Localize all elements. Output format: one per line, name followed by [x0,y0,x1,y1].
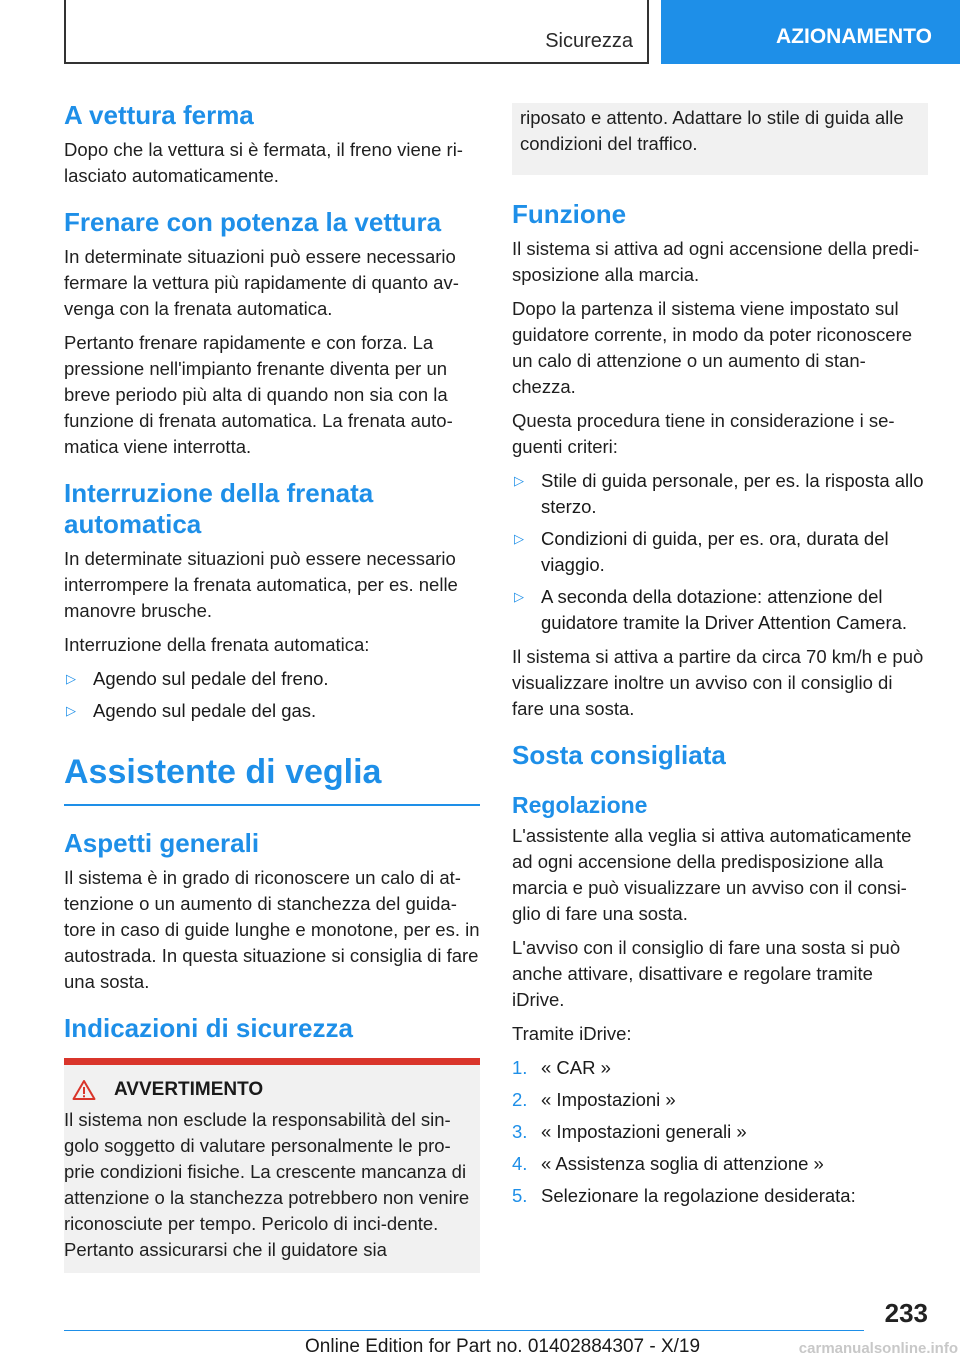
chapter-title: Assistente di veglia [64,750,480,806]
triangle-right-icon: ▷ [66,703,76,718]
list-item: 4. « Assistenza soglia di attenzione » [512,1153,824,1174]
header-frame [64,0,649,64]
triangle-right-icon: ▷ [514,531,524,546]
list-item: 5. Selezionare la regolazione desiderata: [512,1185,856,1206]
triangle-right-icon: ▷ [514,473,524,488]
warning-title: AVVERTIMENTO [114,1079,264,1100]
triangle-right-icon: ▷ [66,671,76,686]
heading-sosta: Sosta consigliata [512,740,726,770]
heading-regolazione: Regolazione [512,792,648,818]
heading-frenare: Frenare con potenza la vettura [64,207,442,237]
triangle-right-icon: ▷ [514,589,524,604]
paragraph: Interruzione della frenata automatica: [64,634,370,655]
list-item: 1. « CAR » [512,1057,611,1078]
page-number: 233 [884,1298,928,1328]
warning-box-continued [512,103,928,175]
warning-triangle-icon [72,1079,96,1101]
heading-aspetti: Aspetti generali [64,828,260,858]
footer-edition: Online Edition for Part no. 01402884307 - X/19 [305,1336,701,1357]
paragraph: In determinate situazioni può essere necessario fermare la vettura più rapidamente di quanto av-venga con la frenata automatica. [64,246,459,319]
heading-interruzione: Interruzione della frenata automatica [64,478,374,539]
left-column [64,100,480,1273]
warning-text-continued: riposato e attento. Adattare lo stile di guida alle condizioni del traffico. [520,107,904,154]
paragraph: Il sistema si attiva ad ogni accensione della predi-sposizione alla marcia. [512,238,920,285]
criteria-list [512,468,928,636]
heading-funzione: Funzione [512,199,627,229]
footer-divider [64,1330,864,1331]
list-item: ▷ Condizioni di guida, per es. ora, durata del viaggio. [514,528,889,575]
list-item: ▷ A seconda della dotazione: attenzione del guidatore tramite la Driver Attention Camera. [514,586,908,633]
right-column [512,103,928,1215]
paragraph: Pertanto frenare rapidamente e con forza. La pressione nell'impianto frenante diventa per un breve periodo più alta di quando non sia con la funzione di frenata automatica. La frenata auto-matica viene interrotta. [64,332,453,457]
warning-box [64,1058,480,1273]
list-item: ▷ Agendo sul pedale del freno. [64,666,480,692]
interruption-list [64,666,480,724]
list-item: ▷ Stile di guida personale, per es. la risposta allo sterzo. [514,470,924,517]
warning-header [72,1079,474,1101]
paragraph: Tramite iDrive: [512,1023,632,1044]
paragraph: Dopo la partenza il sistema viene impostato sul guidatore corrente, in modo da poter riconoscere un calo di attenzione o un aumento di stan-chezza. [512,298,913,397]
footer-watermark: carmanualsonline.info [798,1340,958,1357]
paragraph: Questa procedura tiene in considerazione i se-guenti criteri: [512,410,895,457]
paragraph: Dopo che la vettura si è fermata, il freno viene ri-lasciato automaticamente. [64,139,463,186]
list-item: 3. « Impostazioni generali » [512,1121,747,1142]
paragraph: Il sistema si attiva a partire da circa 70 km/h e può visualizzare inoltre un avviso con il consiglio di fare una sosta. [512,646,924,719]
warning-text: Il sistema non esclude la responsabilità del sin-golo soggetto di valutare personalmente le pro-prie condizioni fisiche. La crescente mancanza di attenzione o la stanchezza potrebbero non venire riconosciute per tempo. Pericolo di inci-dente. Pertanto assicurarsi che il guidatore sia [64,1109,470,1260]
heading-vettura-ferma: A vettura ferma [64,100,254,130]
header-chapter-tab [661,0,960,64]
idrive-steps [512,1055,928,1209]
header-section: Sicurezza [545,30,633,52]
header-chapter-label: AZIONAMENTO [776,25,932,48]
list-item: ▷ Agendo sul pedale del gas. [64,698,480,724]
list-item: 2. « Impostazioni » [512,1089,676,1110]
heading-indicazioni: Indicazioni di sicurezza [64,1013,353,1043]
paragraph: L'avviso con il consiglio di fare una sosta si può anche attivare, disattivare e regolare tramite iDrive. [512,937,901,1010]
paragraph: Il sistema è in grado di riconoscere un calo di at-tenzione o un aumento di stanchezza del guida-tore in caso di guide lunghe e monotone, per es. in autostrada. In questa situazione si consiglia di fare una sosta. [64,867,480,992]
paragraph: L'assistente alla veglia si attiva automaticamente ad ogni accensione della predisposizione alla marcia e può visualizzare un avviso con il consi-glio di fare una sosta. [512,825,912,924]
paragraph: In determinate situazioni può essere necessario interrompere la frenata automatica, per es. nelle manovre brusche. [64,548,458,621]
